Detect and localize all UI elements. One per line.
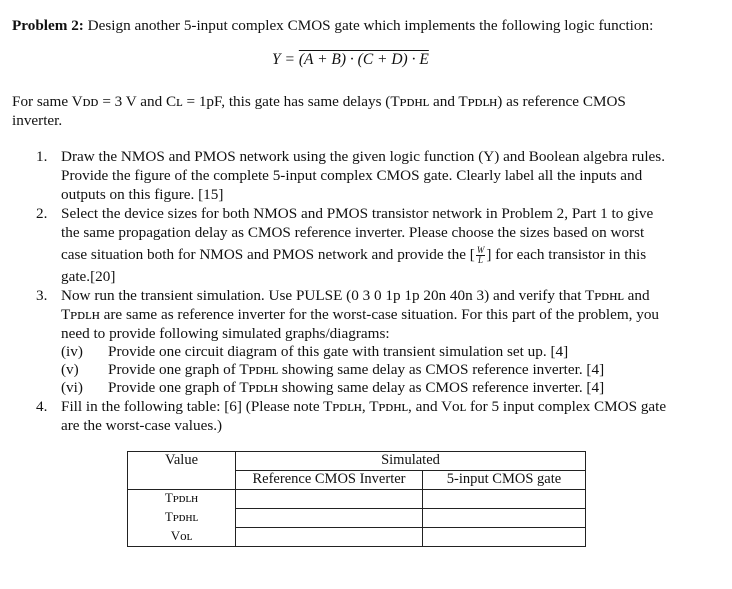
logic-equation (272, 51, 429, 69)
table-row (128, 509, 586, 528)
item-1-line-2: Provide the figure of the complete 5-input complex CMOS gate. Clearly label all the inputs and (61, 167, 643, 184)
intro-line-2: inverter. (12, 112, 63, 129)
item-number: 2. (36, 205, 48, 222)
table-row (128, 490, 586, 509)
item-2-line-3-tail: for each transistor in this (495, 246, 647, 263)
table-row (128, 528, 586, 547)
item-number: 4. (36, 398, 48, 415)
results-table (127, 451, 586, 547)
table-cell (236, 528, 423, 547)
subitem-number: (vi) (61, 379, 83, 396)
subitem-number: (v) (61, 361, 79, 378)
equation-rhs: (A + B) · (C + D) · E (298, 51, 429, 68)
problem-title: Design another 5-input complex CMOS gate which implements the following logic function: (87, 17, 654, 34)
subitem-text: Provide one graph of Tᴘᴅʜʟ showing same delay as CMOS reference inverter. [4] (108, 361, 605, 378)
item-2-line-3-text: case situation both for NMOS and PMOS network and provide the (61, 246, 466, 263)
item-number: 3. (36, 287, 48, 304)
subitem-number: (iv) (61, 343, 83, 360)
subitem-text: Provide one graph of Tᴘᴅʟʜ showing same delay as CMOS reference inverter. [4] (108, 379, 605, 396)
item-1-line-1: Draw the NMOS and PMOS network using the given logic function (Y) and Boolean algebra rules. (61, 148, 666, 165)
table-cell (423, 528, 586, 547)
item-1-line-3: outputs on this figure. [15] (61, 186, 224, 203)
item-4-line-1: Fill in the following table: [6] (Please note Tᴘᴅʟʜ, Tᴘᴅʜʟ, and Vᴏʟ for 5 input complex CMOS gate (61, 398, 667, 415)
row-label-vol: Vᴏʟ (128, 528, 236, 547)
table-cell (236, 490, 423, 509)
header-5-input-gate: 5-input CMOS gate (423, 471, 586, 490)
item-2-line-2: the same propagation delay as CMOS reference inverter. Please choose the sizes based on worst (61, 224, 645, 241)
item-number: 1. (36, 148, 48, 165)
intro-line-1: For same Vᴅᴅ = 3 V and Cʟ = 1pF, this gate has same delays (Tᴘᴅʜʟ and Tᴘᴅʟʜ) as reference CMOS (12, 93, 626, 110)
table-cell (236, 509, 423, 528)
item-3-line-2: Tᴘᴅʟʜ are same as reference inverter for the worst-case situation. For this part of the problem, you (61, 306, 660, 323)
item-2-line-4: gate.[20] (61, 268, 116, 285)
table-cell (423, 509, 586, 528)
header-value: Value (128, 452, 236, 490)
header-reference-inverter: Reference CMOS Inverter (236, 471, 423, 490)
header-simulated: Simulated (236, 452, 586, 471)
equation-lhs: Y = (272, 51, 295, 68)
item-4-line-2: are the worst-case values.) (61, 417, 223, 434)
subitem-text: Provide one circuit diagram of this gate with transient simulation set up. [4] (108, 343, 569, 360)
row-label-tpdlh: Tᴘᴅʟʜ (128, 490, 236, 509)
width-length-ratio: $\frac{W}{L}$ (476, 245, 485, 266)
problem-heading (12, 17, 653, 35)
item-2-line-1: Select the device sizes for both NMOS and PMOS transistor network in Problem 2, Part 1 to give (61, 205, 654, 222)
table-cell (423, 490, 586, 509)
item-3-line-1: Now run the transient simulation. Use PULSE (0 3 0 1p 1p 20n 40n 3) and verify that Tᴘᴅʜʟ and (61, 287, 650, 304)
item-3-line-3: need to provide following simulated graphs/diagrams: (61, 325, 390, 342)
row-label-tpdhl: Tᴘᴅʜʟ (128, 509, 236, 528)
item-2-line-3: case situation both for NMOS and PMOS network and provide the [ $\frac{W}{L}$ ] for each transistor in this (61, 245, 647, 266)
problem-label: Problem 2: (12, 17, 84, 34)
